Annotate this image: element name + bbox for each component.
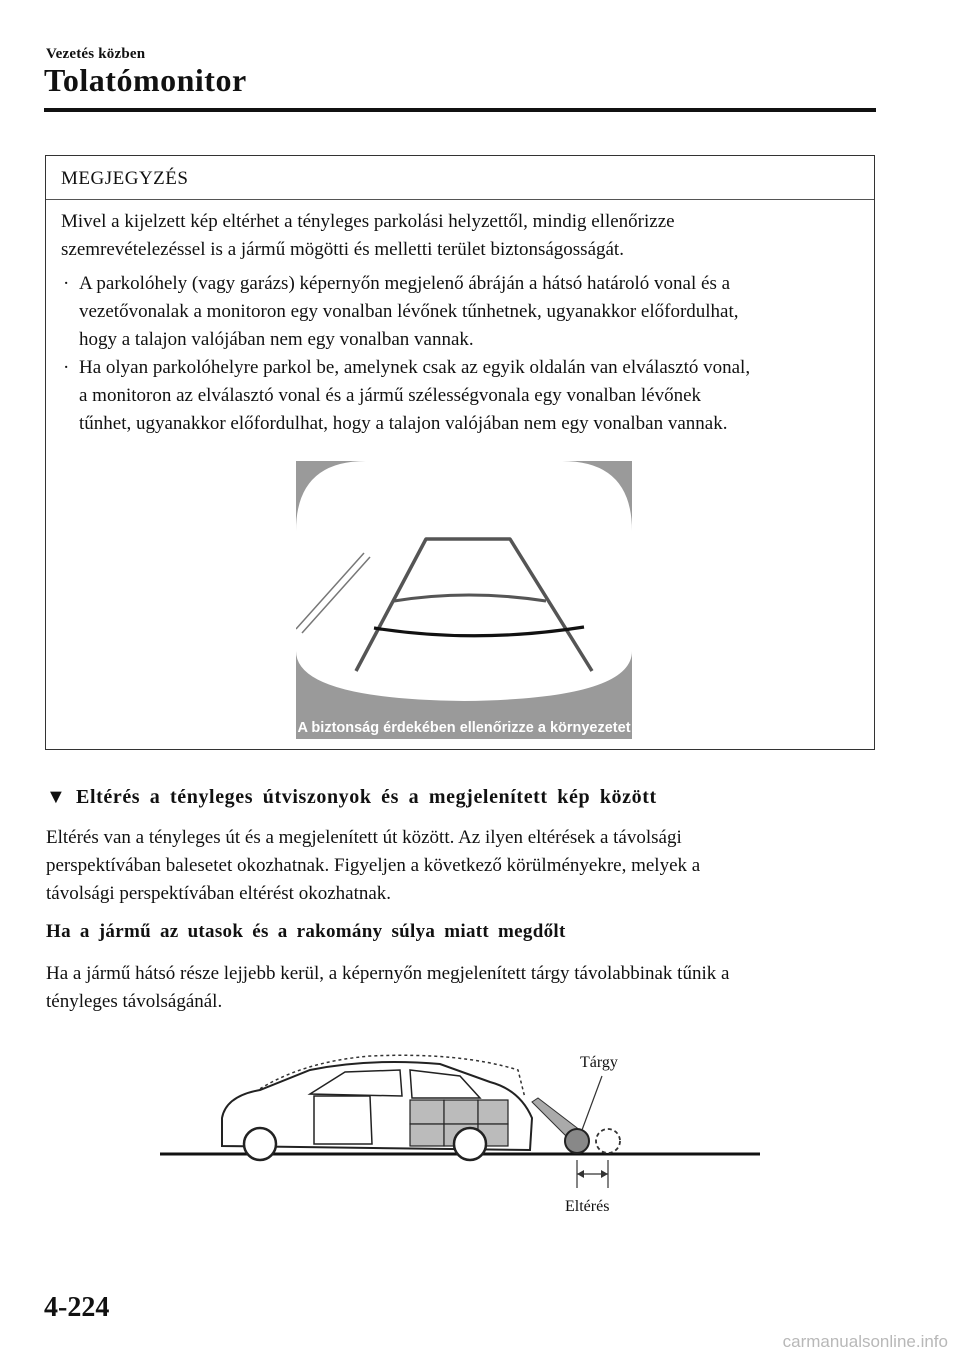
triangle-marker-icon: ▼ (46, 786, 67, 808)
bullet-line: a monitoron az elválasztó vonal és a jármű szélességvonala egy vonalban lévőnek (79, 385, 702, 406)
object-leader-line (582, 1076, 602, 1130)
site-watermark[interactable]: carmanualsonline.info (782, 1332, 948, 1351)
section-paragraph-1 (46, 824, 866, 908)
note-heading: MEGJEGYZÉS (46, 156, 874, 200)
note-body (46, 200, 874, 438)
bullet-line: tűnhet, ugyanakkor előfordulhat, hogy a talajon valójában nem egy vonalban vannak. (79, 413, 728, 434)
note-bullet (61, 354, 860, 438)
bullet-line: hogy a talajon valójában nem egy vonalban vannak. (79, 329, 474, 350)
page-number: 4-224 (44, 1292, 110, 1323)
section-kicker: Vezetés közben (46, 46, 146, 62)
front-wheel (244, 1128, 276, 1160)
camera-frame (296, 461, 632, 739)
rear-wheel (454, 1128, 486, 1160)
tilted-car-diagram (160, 1040, 765, 1220)
side-divider-line (296, 553, 364, 629)
note-intro-line: Mivel a kijelzett kép eltérhet a tényleges parkolási helyzettől, mindig ellenőrizze (61, 211, 675, 232)
cargo-box (410, 1100, 444, 1124)
bumper-line (374, 627, 584, 636)
bullet-line: A parkolóhely (vagy garázs) képernyőn megjelenő ábráján a hátsó határoló vonal és a (79, 273, 731, 294)
cargo-box (478, 1100, 508, 1124)
car-door (314, 1096, 372, 1144)
vehicle-width-guide (356, 539, 592, 671)
paragraph-line: perspektívában balesetet okozhatnak. Figyeljen a következő körülményekre, melyek a (46, 855, 701, 876)
cargo-box (410, 1124, 444, 1146)
paragraph-line: Ha a jármű hátsó része lejjebb kerül, a képernyőn megjelenített tárgy távolabbinak tűnik a (46, 963, 730, 984)
note-intro (61, 208, 860, 264)
page-title: Tolatómonitor (44, 62, 247, 98)
condition-heading: Ha a jármű az utasok és a rakomány súlya miatt megdőlt (46, 921, 566, 942)
bullet-dot: · (63, 273, 70, 294)
section-paragraph-2 (46, 960, 866, 1016)
camera-caption: A biztonság érdekében ellenőrizze a környezetet (297, 720, 631, 736)
paragraph-line: távolsági perspektívában eltérést okozhatnak. (46, 883, 392, 904)
paragraph-line: Eltérés van a tényleges út és a megjelenített út között. Az ilyen eltérések a távolsági (46, 827, 682, 848)
note-box (45, 155, 875, 750)
bullet-dot: · (63, 357, 70, 378)
difference-arrowhead-right (601, 1170, 608, 1178)
object-label: Tárgy (580, 1054, 618, 1071)
note-intro-line: szemrevételezéssel is a jármű mögötti és melletti terület biztonságosságát. (61, 239, 624, 260)
section-heading-text: Eltérés a tényleges útviszonyok és a megjelenített kép között (76, 786, 657, 808)
rear-camera-view (296, 461, 632, 739)
note-bullets (61, 270, 860, 438)
distance-guide (394, 595, 546, 601)
bullet-line: vezetővonalak a monitoron egy vonalban lévőnek tűnhetnek, ugyanakkor előfordulhat, (79, 301, 739, 322)
section-heading (46, 786, 657, 809)
cargo-box (444, 1100, 478, 1124)
bullet-line: Ha olyan parkolóhelyre parkol be, amelynek csak az egyik oldalán van elválasztó vonal, (79, 357, 751, 378)
difference-label: Eltérés (565, 1198, 610, 1215)
title-rule (44, 108, 876, 112)
note-bullet (61, 270, 860, 354)
actual-object (565, 1129, 589, 1153)
difference-arrowhead-left (577, 1170, 584, 1178)
perceived-object (596, 1129, 620, 1153)
paragraph-line: tényleges távolságánál. (46, 991, 223, 1012)
side-divider-line-2 (302, 557, 370, 633)
